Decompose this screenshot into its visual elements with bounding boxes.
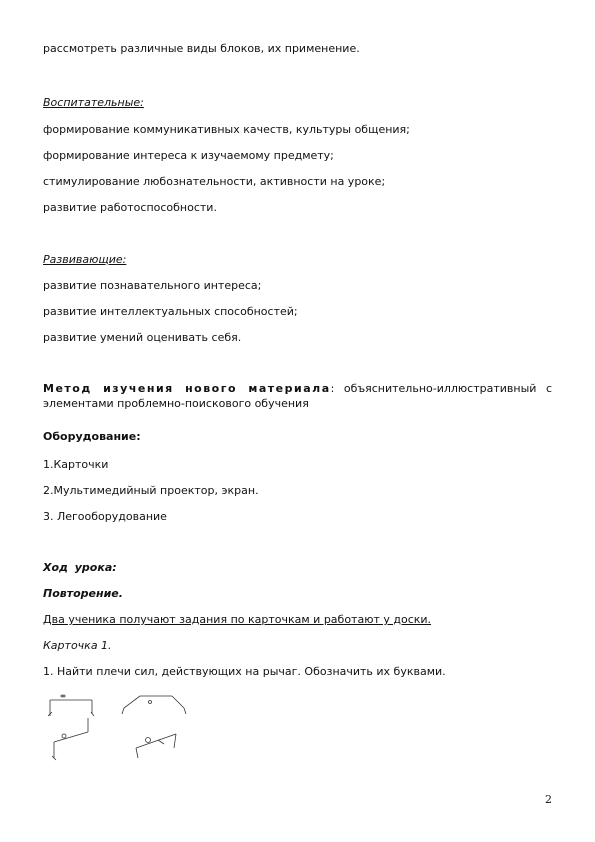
educational-heading: Воспитательные: (43, 96, 144, 109)
method-label: Метод изучения нового материала (43, 382, 331, 395)
developmental-item: развитие интеллектуальных способностей; (43, 305, 298, 318)
method-first-line (43, 381, 552, 396)
lever-diagrams (40, 688, 200, 768)
equipment-item: 1.Карточки (43, 458, 109, 471)
method-second-line: элементами проблемно-поискового обучения (43, 397, 309, 410)
repetition-heading: Повторение. (43, 587, 123, 600)
method-text: : объяснительно-иллюстративный с (330, 382, 552, 395)
educational-item: формирование коммуникативных качеств, культуры общения; (43, 123, 410, 136)
developmental-heading: Развивающие: (43, 253, 127, 266)
equipment-item: 3. Легооборудование (43, 510, 167, 523)
educational-item: развитие работоспособности. (43, 201, 217, 214)
equipment-item: 2.Мультимедийный проектор, экран. (43, 484, 259, 497)
educational-item: стимулирование любознательности, активности на уроке; (43, 175, 386, 188)
lever-diagram-2 (122, 696, 186, 758)
card-title: Карточка 1. (43, 639, 112, 652)
equipment-heading: Оборудование: (43, 430, 141, 443)
task-1: 1. Найти плечи сил, действующих на рычаг. Обозначить их буквами. (43, 665, 446, 678)
lesson-heading: Ход урока: (43, 561, 117, 574)
developmental-item: развитие познавательного интереса; (43, 279, 262, 292)
developmental-item: развитие умений оценивать себя. (43, 331, 242, 344)
task-note: Два ученика получают задания по карточкам и работают у доски. (43, 613, 432, 626)
page-number: 2 (545, 793, 552, 806)
aims-blocks-line: рассмотреть различные виды блоков, их применение. (43, 42, 360, 55)
educational-item: формирование интереса к изучаемому предмету; (43, 149, 334, 162)
lever-diagram-1 (48, 695, 94, 760)
method-paragraph (43, 381, 552, 411)
